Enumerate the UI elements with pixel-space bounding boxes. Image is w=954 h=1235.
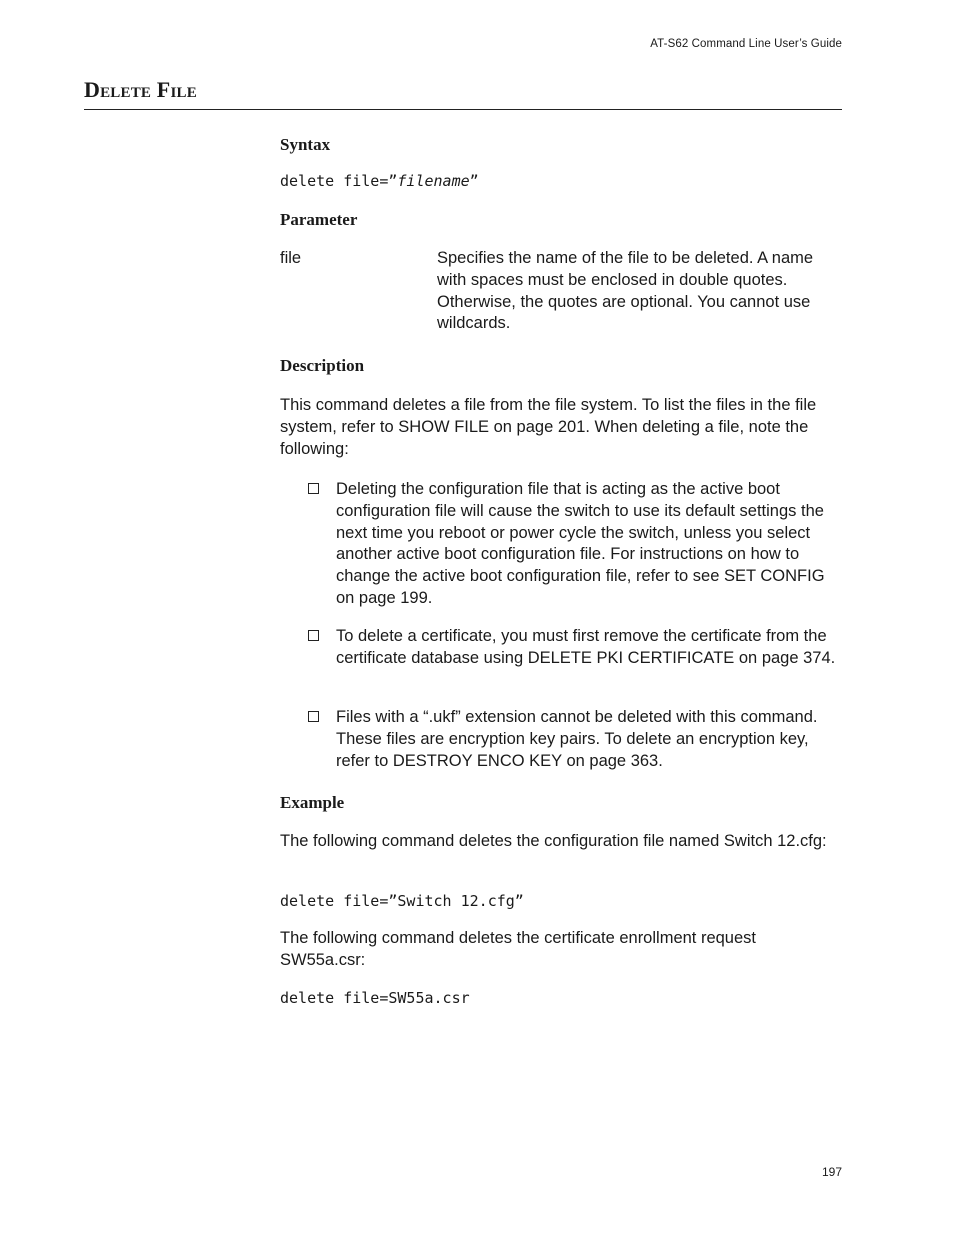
bullet-text: To delete a certificate, you must first remove the certificate from the certificate database using DELETE PKI CERTIFICATE on page 374.	[336, 627, 836, 667]
checkbox-bullet-icon	[308, 630, 319, 641]
checkbox-bullet-icon	[308, 483, 319, 494]
syntax-code-suffix: ”	[469, 172, 479, 190]
running-header: AT-S62 Command Line User’s Guide	[650, 38, 842, 50]
page-title: Delete File	[84, 77, 197, 102]
example-heading: Example	[280, 793, 345, 812]
bullet-item	[308, 626, 842, 670]
bullet-text: Deleting the configuration file that is acting as the active boot configuration file will cause the switch to use its default settings the next time you reboot or power cycle the switch, unless you select another active boot configuration file. For instructions on how to change the active boot configuration file, refer to see SET CONFIG on page 199.	[336, 480, 825, 607]
syntax-code-prefix: delete file=”	[280, 172, 398, 190]
page-number: 197	[821, 1165, 842, 1179]
checkbox-bullet-icon	[308, 711, 319, 722]
syntax-code-variable: filename	[397, 172, 470, 190]
title-rule	[84, 109, 842, 110]
example-code-1: delete file=”Switch 12.cfg”	[280, 892, 524, 910]
parameter-name: file	[280, 249, 302, 267]
example-text-1: The following command deletes the configuration file named Switch 12.cfg:	[280, 832, 827, 850]
parameter-heading: Parameter	[280, 210, 358, 229]
syntax-code	[280, 172, 479, 190]
bullet-item	[308, 707, 842, 772]
bullet-text: Files with a “.ukf” extension cannot be deleted with this command. These files are encryption key pairs. To delete an encryption key, refer to DESTROY ENCO KEY on page 363.	[336, 708, 818, 770]
parameter-description: Specifies the name of the file to be deleted. A name with spaces must be enclosed in double quotes. Otherwise, the quotes are optional. You cannot use wildcards.	[437, 249, 814, 333]
description-heading: Description	[280, 356, 365, 375]
example-code-2: delete file=SW55a.csr	[280, 989, 470, 1007]
bullet-item	[308, 479, 842, 610]
description-intro: This command deletes a file from the file system. To list the files in the file system, refer to SHOW FILE on page 201. When deleting a file, note the following:	[280, 396, 817, 458]
syntax-heading: Syntax	[280, 135, 331, 154]
example-text-2: The following command deletes the certificate enrollment request SW55a.csr:	[280, 929, 756, 969]
